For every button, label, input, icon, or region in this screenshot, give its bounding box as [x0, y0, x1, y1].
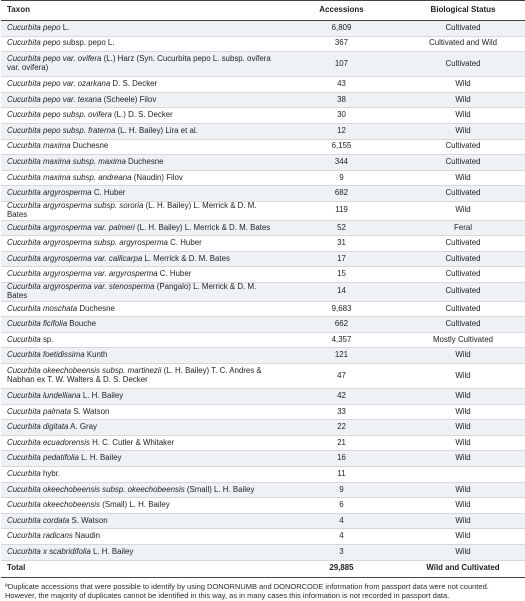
status-cell: Wild	[455, 110, 471, 120]
taxon-cell	[1, 123, 282, 139]
taxon-cell	[1, 21, 282, 37]
accessions-cell: 9,683	[331, 303, 352, 313]
total-accessions: 29,885	[329, 563, 354, 573]
accessions-cell: 119	[335, 205, 348, 215]
taxon-cell	[1, 52, 282, 77]
table-row	[1, 52, 525, 77]
table-row	[1, 332, 525, 348]
taxon-cell	[1, 389, 282, 405]
accessions-cell: 21	[337, 437, 346, 447]
taxon-cell	[1, 498, 282, 514]
accessions-cell: 6,155	[331, 141, 352, 151]
accessions-cell: 38	[337, 94, 346, 104]
status-cell: Wild	[455, 515, 471, 525]
taxon-author: Naudin	[72, 531, 100, 541]
taxon-author: A. Gray	[68, 422, 97, 432]
total-status: Wild and Cultivated	[426, 563, 500, 573]
status-cell: Wild	[455, 94, 471, 104]
status-cell: Cultivated	[445, 303, 481, 313]
taxon-cell	[1, 108, 282, 124]
taxon-name: Cucurbita pepo	[7, 38, 61, 48]
header-status: Biological Status	[430, 5, 496, 15]
taxon-name: Cucurbita cordata	[7, 515, 70, 525]
status-cell: Cultivated	[445, 58, 481, 68]
accessions-cell: 17	[337, 253, 346, 263]
taxon-name: Cucurbita palmata	[7, 406, 72, 416]
table-row	[1, 92, 525, 108]
taxon-name: Cucurbita okeechobeensis subsp. martinezii	[7, 366, 162, 376]
status-cell: Wild	[455, 422, 471, 432]
accessions-cell: 11	[337, 468, 346, 478]
status-cell: Wild	[455, 205, 471, 215]
taxon-name: Cucurbita x scabridifolia	[7, 546, 91, 556]
taxon-name: Cucurbita maxima	[7, 141, 71, 151]
status-cell: Wild	[455, 531, 471, 541]
taxon-author: Duchesne	[125, 157, 164, 167]
table-row	[1, 498, 525, 514]
taxon-author: (L. H. Bailey) L. Merrick & D. M. Bates	[7, 201, 257, 219]
accessions-cell: 43	[337, 79, 346, 89]
accessions-table	[1, 0, 525, 578]
table-row	[1, 301, 525, 317]
taxon-cell	[1, 36, 282, 52]
taxon-name: Cucurbita argyrosperma var. argyrosperma	[7, 269, 158, 279]
status-cell: Cultivated	[445, 157, 481, 167]
taxon-cell	[1, 317, 282, 333]
taxon-name: Cucurbita ficifolia	[7, 319, 68, 329]
taxon-cell	[1, 201, 282, 220]
total-row	[1, 560, 525, 577]
status-cell: Cultivated	[445, 238, 481, 248]
taxon-name: Cucurbita okeechobeensis subsp. okeechobeensis	[7, 484, 185, 494]
table-row	[1, 201, 525, 220]
table-row	[1, 236, 525, 252]
accessions-cell: 47	[337, 370, 346, 380]
accessions-cell: 9	[339, 484, 344, 494]
table-body	[1, 21, 525, 578]
accessions-cell: 4	[339, 515, 344, 525]
accessions-cell: 30	[337, 110, 346, 120]
table-row	[1, 155, 525, 171]
accessions-cell: 6	[339, 500, 344, 510]
status-cell: Wild	[455, 406, 471, 416]
table-row	[1, 435, 525, 451]
taxon-name: Cucurbita radicans	[7, 531, 73, 541]
taxon-name: Cucurbita ecuadorensis	[7, 437, 90, 447]
taxon-name: Cucurbita pepo var. ozarkana	[7, 79, 111, 89]
taxon-cell	[1, 420, 282, 436]
status-cell: Cultivated and Wild	[429, 38, 497, 48]
taxon-author: (Small) L. H. Bailey	[100, 500, 170, 510]
taxon-cell	[1, 155, 282, 171]
taxon-name: Cucurbita digitata	[7, 422, 69, 432]
table-row	[1, 123, 525, 139]
taxon-author: (Pangalo) L. Merrick & D. M. Bates	[7, 282, 257, 300]
table-header	[1, 1, 525, 21]
accessions-cell: 15	[337, 269, 346, 279]
taxon-cell	[1, 529, 282, 545]
status-cell: Wild	[455, 125, 471, 135]
taxon-cell	[1, 435, 282, 451]
status-cell: Cultivated	[445, 253, 481, 263]
taxon-author: sp.	[40, 334, 54, 344]
table-row	[1, 420, 525, 436]
taxon-author: (L. H. Bailey) Lira et al.	[115, 125, 198, 135]
table-row	[1, 21, 525, 37]
taxon-name: Cucurbita pedatifolia	[7, 453, 79, 463]
taxon-author: (Small) L. H. Bailey	[184, 484, 255, 494]
taxon-cell	[1, 404, 282, 420]
taxon-author: Bouche	[67, 319, 97, 329]
status-cell: Cultivated	[445, 269, 481, 279]
table-footnote: ªDuplicate accessions that were possible to identify by using DONORNUMB and DONORCODE information from passport data were not counted. However, the majority of duplicates cannot be identified in this way, as in many cases this information is not recorded in passport data.	[5, 581, 489, 601]
taxon-name: Cucurbita argyrosperma subsp. argyrosperma	[7, 238, 168, 248]
taxon-author: L. H. Bailey	[90, 546, 134, 556]
status-cell: Wild	[455, 453, 471, 463]
taxon-author: (Naudin) Filov	[131, 172, 183, 182]
taxon-name: Cucurbita argyrosperma var. palmeri	[7, 222, 135, 232]
accessions-cell: 662	[334, 319, 349, 329]
table-row	[1, 529, 525, 545]
table-row	[1, 283, 525, 302]
status-cell: Mostly Cultivated	[432, 334, 494, 344]
taxon-name: Cucurbita okeechobeensis	[7, 500, 100, 510]
taxon-cell	[1, 236, 282, 252]
accessions-cell: 31	[337, 238, 346, 248]
accessions-cell: 16	[337, 453, 346, 463]
taxon-name: Cucurbita	[7, 468, 41, 478]
taxon-name: Cucurbita argyrosperma subsp. sororia	[7, 201, 144, 210]
taxon-author: Duchesne	[70, 141, 109, 151]
taxon-cell	[1, 77, 282, 93]
taxon-cell	[1, 251, 282, 267]
taxon-author: L.	[60, 22, 70, 32]
taxon-cell	[1, 267, 282, 283]
taxon-author: (Scheele) Filov	[101, 94, 157, 104]
status-cell	[401, 467, 525, 483]
header-accessions: Accessions	[319, 5, 364, 15]
taxon-cell	[1, 139, 282, 155]
taxon-author: C. Huber	[91, 188, 126, 198]
accessions-cell: 3	[339, 546, 344, 556]
table-row	[1, 364, 525, 389]
status-cell: Cultivated	[445, 286, 481, 296]
table-row	[1, 36, 525, 52]
taxon-name: Cucurbita maxima subsp. andreana	[7, 172, 132, 182]
taxon-author: H. C. Cutler & Whitaker	[89, 437, 175, 447]
status-cell: Cultivated	[445, 319, 481, 329]
table-row	[1, 545, 525, 561]
taxon-author: subsp. pepo L.	[60, 38, 115, 48]
accessions-cell: 121	[334, 350, 349, 360]
taxon-name: Cucurbita pepo	[7, 22, 61, 32]
table-row	[1, 451, 525, 467]
taxon-cell	[1, 220, 282, 236]
table-row	[1, 482, 525, 498]
taxon-name: Cucurbita moschata	[7, 303, 78, 313]
accessions-cell: 6,809	[331, 22, 352, 32]
header-taxon: Taxon	[7, 5, 30, 15]
taxon-author: C. Huber	[167, 238, 202, 248]
accessions-cell: 682	[334, 188, 349, 198]
status-cell: Wild	[455, 79, 471, 89]
table-row	[1, 389, 525, 405]
taxon-author: hybr.	[40, 468, 61, 478]
status-cell: Wild	[455, 437, 471, 447]
status-cell: Wild	[455, 500, 471, 510]
status-cell: Wild	[455, 546, 471, 556]
status-cell: Wild	[455, 350, 471, 360]
table-row	[1, 251, 525, 267]
taxon-name: Cucurbita pepo var. ovifera	[7, 54, 102, 64]
accessions-cell: 9	[339, 172, 344, 182]
taxon-cell	[1, 467, 282, 483]
taxon-name: Cucurbita pepo var. texana	[7, 94, 102, 104]
taxon-author: L. H. Bailey	[78, 453, 122, 463]
table-row	[1, 139, 525, 155]
table-row	[1, 77, 525, 93]
table-row	[1, 108, 525, 124]
taxon-author: Kunth	[84, 350, 108, 360]
status-cell: Wild	[455, 484, 471, 494]
accessions-cell: 22	[337, 422, 346, 432]
accessions-cell: 367	[334, 38, 349, 48]
taxon-cell	[1, 92, 282, 108]
taxon-author: (L. H. Bailey) T. C. Andres & Nabhan ex T. W. Walters & D. S. Decker	[7, 366, 262, 385]
taxon-author: L. H. Bailey	[80, 390, 124, 400]
taxon-name: Cucurbita maxima subsp. maxima	[7, 157, 126, 167]
taxon-name: Cucurbita argyrosperma var. stenosperma	[7, 282, 155, 291]
table-row	[1, 513, 525, 529]
status-cell: Cultivated	[445, 141, 481, 151]
taxon-author: (L. H. Bailey) L. Merrick & D. M. Bates	[134, 222, 271, 232]
taxon-cell	[1, 170, 282, 186]
taxon-author: D. S. Decker	[110, 79, 158, 89]
accessions-cell: 14	[337, 286, 346, 296]
taxon-author: C. Huber	[157, 269, 192, 279]
taxon-name: Cucurbita lundelliana	[7, 390, 81, 400]
accessions-cell: 107	[334, 58, 349, 68]
taxon-author: S. Watson	[71, 406, 110, 416]
table-row	[1, 170, 525, 186]
taxon-cell	[1, 301, 282, 317]
accessions-cell: 42	[337, 390, 346, 400]
taxon-name: Cucurbita argyrosperma	[7, 188, 92, 198]
status-cell: Wild	[455, 370, 471, 380]
table-row	[1, 467, 525, 483]
table-row	[1, 317, 525, 333]
taxon-cell	[1, 332, 282, 348]
taxon-author: (L.) Harz (Syn. Cucurbita pepo L. subsp. ovifera var. ovifera)	[7, 54, 271, 73]
status-cell: Feral	[454, 222, 472, 232]
taxon-cell	[1, 348, 282, 364]
taxon-cell	[1, 513, 282, 529]
taxon-name: Cucurbita pepo subsp. ovifera	[7, 110, 112, 120]
status-cell: Cultivated	[445, 188, 481, 198]
table-row	[1, 404, 525, 420]
accessions-cell: 12	[337, 125, 346, 135]
taxon-cell	[1, 364, 282, 389]
taxon-name: Cucurbita pepo subsp. fraterna	[7, 125, 116, 135]
accessions-cell: 52	[337, 222, 346, 232]
status-cell: Wild	[455, 390, 471, 400]
status-cell: Wild	[455, 172, 471, 182]
accessions-cell: 344	[334, 157, 349, 167]
header-row	[1, 1, 525, 21]
table-row	[1, 186, 525, 202]
taxon-cell	[1, 451, 282, 467]
taxon-cell	[1, 186, 282, 202]
taxon-name: Cucurbita argyrosperma var. callicarpa	[7, 253, 143, 263]
table-row	[1, 220, 525, 236]
taxon-name: Cucurbita	[7, 334, 41, 344]
taxon-cell	[1, 283, 282, 302]
accessions-cell: 4,357	[331, 334, 352, 344]
table-row	[1, 348, 525, 364]
taxon-author: L. Merrick & D. M. Bates	[142, 253, 230, 263]
taxon-cell	[1, 545, 282, 561]
taxon-author: Duchesne	[77, 303, 115, 313]
taxon-author: S. Watson	[69, 515, 108, 525]
table-row	[1, 267, 525, 283]
accessions-cell: 4	[339, 531, 344, 541]
total-label: Total	[7, 563, 26, 573]
taxon-cell	[1, 482, 282, 498]
taxon-name: Cucurbita foetidissima	[7, 350, 85, 360]
status-cell: Cultivated	[445, 22, 481, 32]
taxon-author: (L.) D. S. Decker	[111, 110, 173, 120]
accessions-cell: 33	[337, 406, 346, 416]
